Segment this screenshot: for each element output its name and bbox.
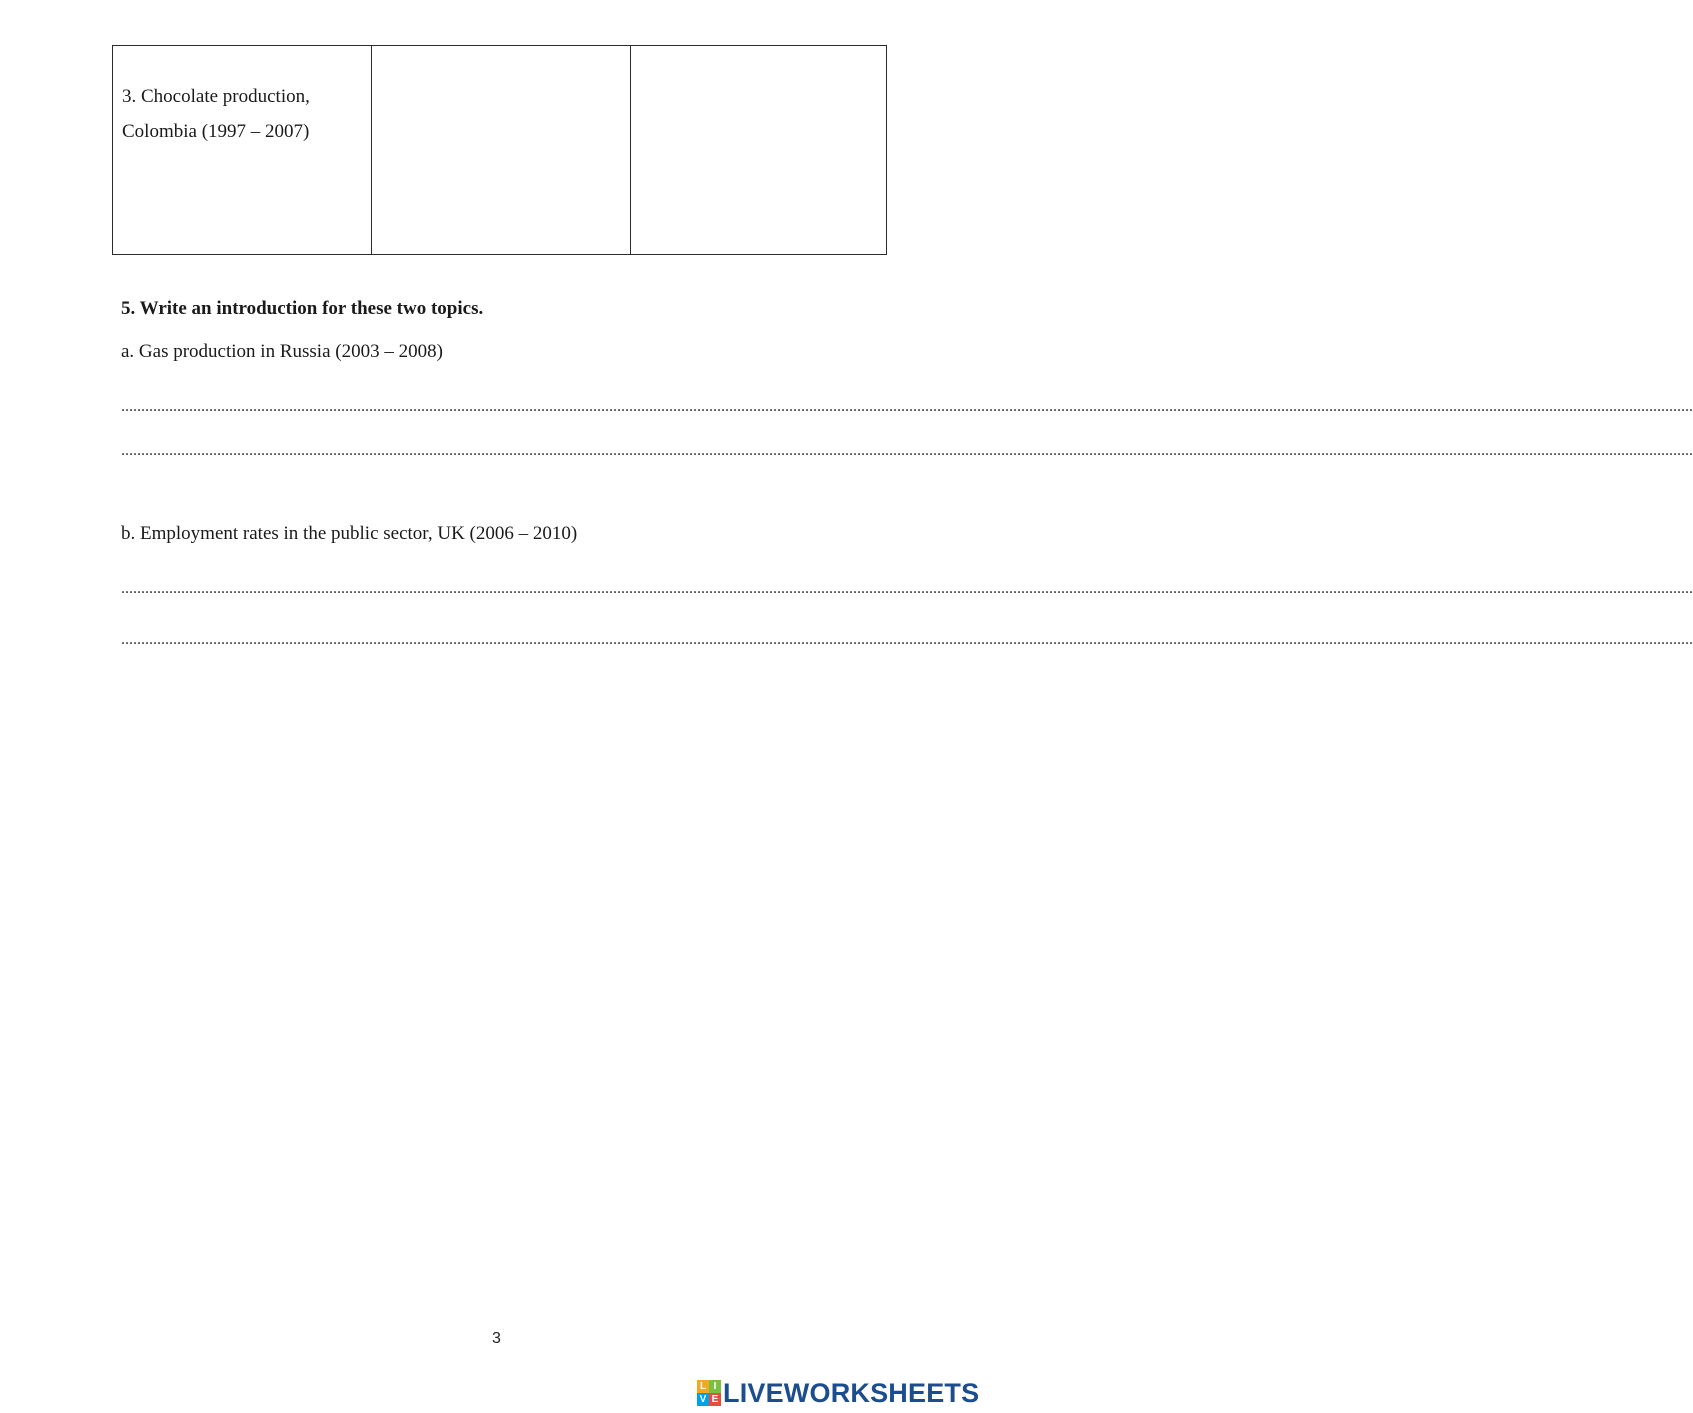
answer-line[interactable]: .........................................................................................................................................................................................................................................................................................................................................................................................................: [121, 580, 1693, 597]
brand-logo[interactable]: [697, 1378, 979, 1408]
brand-mark-icon: [697, 1380, 721, 1406]
answer-cell[interactable]: [631, 46, 887, 255]
topics-table: [112, 45, 887, 255]
answer-line[interactable]: .........................................................................................................................................................................................................................................................................................................................................................................................................: [121, 398, 1693, 415]
topic-label: 3. Chocolate production, Colombia (1997 – 2007): [122, 86, 310, 142]
topic-a: a. Gas production in Russia (2003 – 2008): [121, 341, 443, 362]
table-row: [113, 46, 887, 255]
brand-mark-letter: E: [709, 1393, 721, 1406]
answer-cell[interactable]: [372, 46, 631, 255]
page-number: 3: [492, 1330, 501, 1347]
brand-mark-letter: I: [709, 1380, 721, 1393]
answer-line[interactable]: .........................................................................................................................................................................................................................................................................................................................................................................................................: [121, 442, 1693, 459]
topic-cell: [113, 46, 372, 255]
question-heading: 5. Write an introduction for these two topics.: [121, 298, 484, 319]
brand-name: LIVEWORKSHEETS: [723, 1378, 980, 1408]
answer-line[interactable]: .........................................................................................................................................................................................................................................................................................................................................................................................................: [121, 631, 1693, 648]
brand-mark-letter: L: [697, 1380, 709, 1393]
topic-b: b. Employment rates in the public sector, UK (2006 – 2010): [121, 523, 578, 544]
brand-mark-letter: V: [697, 1393, 709, 1406]
